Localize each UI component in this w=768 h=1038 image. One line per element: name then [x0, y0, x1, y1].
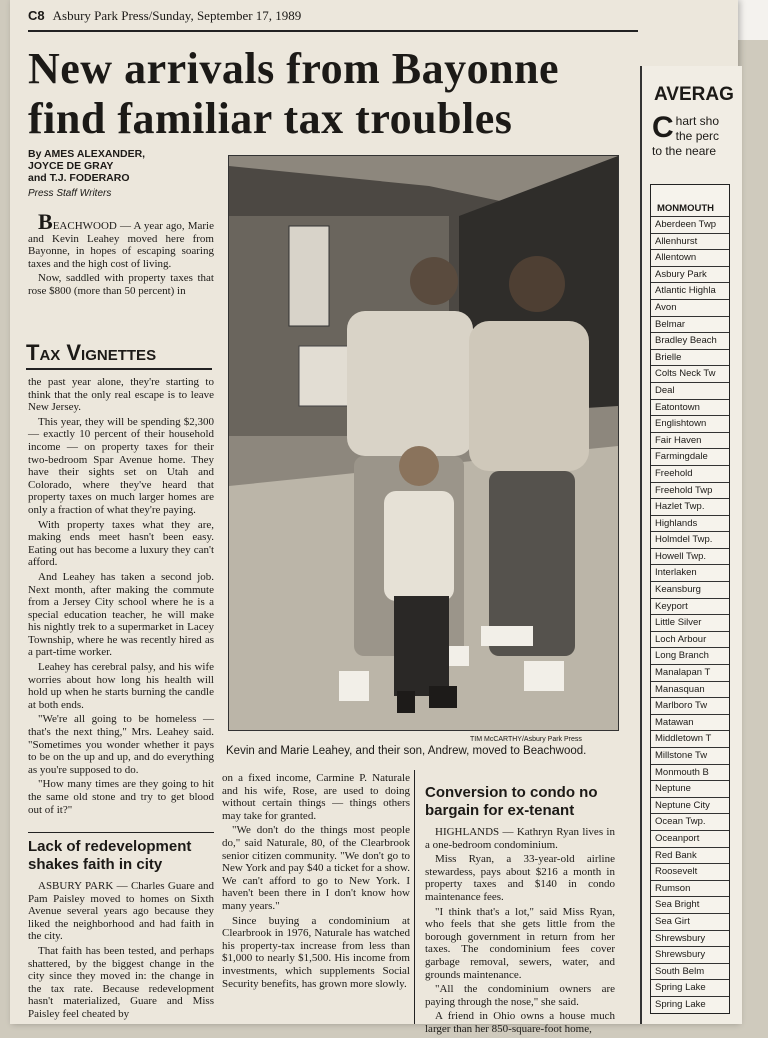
town-row: Ocean Twp.	[651, 813, 729, 830]
note-line: hart sho	[675, 114, 720, 128]
paragraph: the past year alone, they're starting to think that the only real escape is to leave New Jersey.	[28, 376, 214, 414]
town-row: Sea Girt	[651, 913, 729, 930]
town-row: Allenhurst	[651, 233, 729, 250]
note-initial: C	[652, 114, 674, 144]
dateline	[28, 8, 301, 24]
town-row: Roosevelt	[651, 863, 729, 880]
town-row: Loch Arbour	[651, 631, 729, 648]
town-row: Keyport	[651, 598, 729, 615]
town-row: Interlaken	[651, 564, 729, 581]
note-line: the perc	[675, 129, 720, 143]
subhead-condo: Conversion to condo no bargain for ex-tenant	[425, 784, 598, 819]
town-row: Millstone Tw	[651, 747, 729, 764]
paragraph: HIGHLANDS — Kathryn Ryan lives in a one-bedroom condominium.	[425, 826, 615, 851]
lead-paragraph: BEACHWOOD — A year ago, Marie and Kevin Leahey moved here from Bayonne, in hopes of escaping soaring taxes and the high cost of living.	[28, 209, 214, 270]
byline	[28, 148, 145, 184]
town-list	[651, 216, 729, 1013]
byline-line: and T.J. FODERARO	[28, 172, 130, 184]
page-number: C8	[28, 8, 45, 23]
paragraph: "I think that's a lot," said Miss Ryan, who feels that she gets little from the borough government in return from her taxes. The condominium fees cover garbage removal, sewers, water, and grounds maintenance.	[425, 905, 615, 981]
town-row: Rumson	[651, 880, 729, 897]
paragraph: This year, they will be spending $2,300 — exactly 10 percent of their household income — on property taxes for their two-bedroom Spar Avenue home. They have their sights set on Utah and Colorado, where they've heard that property taxes on much larger homes are only a fraction of what they're paying.	[28, 415, 214, 516]
town-row: Manalapan T	[651, 664, 729, 681]
sidebar-note	[652, 114, 740, 159]
town-row: Matawan	[651, 714, 729, 731]
paragraph: ASBURY PARK — Charles Guare and Pam Paisley moved to homes on Sixth Avenue several years ago because they liked the neighborhood and had faith in the city.	[28, 880, 214, 943]
paragraph: "All the condominium owners are paying through the nose," she said.	[425, 983, 615, 1008]
note-line: to the neare	[652, 144, 717, 158]
paragraph: With property taxes what they are, making ends meet hasn't been easy. Eating out has become a luxury they can't afford.	[28, 518, 214, 569]
town-row: Highlands	[651, 515, 729, 532]
town-row: Neptune	[651, 780, 729, 797]
tax-table	[650, 184, 730, 1014]
condo-story	[425, 826, 615, 1038]
town-row: Bradley Beach	[651, 332, 729, 349]
town-row: Little Silver	[651, 614, 729, 631]
town-row: Spring Lake	[651, 996, 729, 1013]
town-row: Holmdel Twp.	[651, 531, 729, 548]
paragraph: Miss Ryan, a 33-year-old airline stewardess, pays about $216 a month in property taxes and $140 in condo maintenance fees.	[425, 853, 615, 903]
town-row: Fair Haven	[651, 432, 729, 449]
column-1	[28, 376, 214, 818]
town-row: South Belm	[651, 963, 729, 980]
lead-paragraph: Now, saddled with property taxes that rose $800 (more than 50 percent) in	[28, 272, 214, 297]
town-row: Middletown T	[651, 730, 729, 747]
photo-caption: Kevin and Marie Leahey, and their son, Andrew, moved to Beachwood.	[226, 745, 587, 757]
byline-line: By AMES ALEXANDER,	[28, 148, 146, 160]
headline: New arrivals from Bayonne find familiar tax troubles	[28, 44, 560, 143]
section-label: Tax Vignettes	[26, 340, 212, 370]
town-row: Shrewsbury	[651, 946, 729, 963]
town-row: Englishtown	[651, 415, 729, 432]
photo-illustration	[229, 156, 618, 730]
town-row: Eatontown	[651, 399, 729, 416]
town-row: Belmar	[651, 316, 729, 333]
column-divider	[414, 770, 415, 1024]
town-row: Marlboro Tw	[651, 697, 729, 714]
family-photo	[228, 155, 619, 731]
section-rule	[28, 832, 214, 833]
byline-line: JOYCE DE GRAY	[28, 160, 114, 172]
town-row: Oceanport	[651, 830, 729, 847]
town-row: Neptune City	[651, 797, 729, 814]
town-row: Colts Neck Tw	[651, 365, 729, 382]
town-row: Spring Lake	[651, 979, 729, 996]
paragraph: That faith has been tested, and perhaps shattered, by the biggest change in the city since they moved in: the change in the tax rate. Because redevelopment hasn't materialized, Guare and Miss Paisley feel cheated by	[28, 944, 214, 1020]
lead-paragraphs	[28, 209, 214, 300]
column-2	[222, 772, 410, 992]
county-header: MONMOUTH	[657, 203, 714, 214]
paragraph: And Leahey has taken a second job. Next month, after making the commute from a Jersey City school where he is a special education teacher, he will make his nightly trek to a supermarket in Lacey Township, where he was recently hired as a part-time worker.	[28, 570, 214, 659]
town-row: Brielle	[651, 349, 729, 366]
town-row: Asbury Park	[651, 266, 729, 283]
town-row: Farmingdale	[651, 448, 729, 465]
town-row: Howell Twp.	[651, 548, 729, 565]
paragraph: "We don't do the things most people do," said Naturale, 80, of the Clearbrook senior citizen community. "We don't go to New York and pay $40 a ticket for a show. We can't afford to go to New York. I haven't been there in I don't know how many years."	[222, 824, 410, 912]
town-row: Red Bank	[651, 847, 729, 864]
paragraph: on a fixed income, Carmine P. Naturale and his wife, Rose, are used to doing without certain things — things others may take for granted.	[222, 772, 410, 822]
photo-credit: TIM McCARTHY/Asbury Park Press	[470, 736, 582, 743]
staff-credit: Press Staff Writers	[28, 188, 112, 199]
dateline-text: Asbury Park Press/Sunday, September 17, 1989	[52, 8, 302, 23]
paragraph: "We're all going to be homeless — that's the next thing," Mrs. Leahey said. "Sometimes you wonder whether it pays to be on the up and up, and do everything as you're supposed to do.	[28, 713, 214, 776]
town-row: Shrewsbury	[651, 930, 729, 947]
town-row: Keansburg	[651, 581, 729, 598]
town-row: Freehold Twp	[651, 482, 729, 499]
town-row: Allentown	[651, 249, 729, 266]
town-row: Aberdeen Twp	[651, 216, 729, 233]
town-row: Monmouth B	[651, 764, 729, 781]
paragraph: Leahey has cerebral palsy, and his wife worries about how long his health will hold up when he starts burning the candle at both ends.	[28, 661, 214, 711]
town-row: Hazlet Twp.	[651, 498, 729, 515]
town-row: Sea Bright	[651, 896, 729, 913]
redevelopment-story	[28, 880, 214, 1023]
paragraph: A friend in Ohio owns a house much larger than her 850-square-foot home,	[425, 1010, 615, 1035]
town-row: Manasquan	[651, 681, 729, 698]
town-row: Long Branch	[651, 647, 729, 664]
paragraph: Since buying a condominium at Clearbrook in 1976, Naturale has watched his property-tax increase from less than $1,000 to nearly $1,500. His income from investments, which supplements Social Security benefits, has grown more slowly.	[222, 914, 410, 990]
sidebar-title: AVERAG	[654, 84, 734, 105]
town-row: Avon	[651, 299, 729, 316]
town-row: Atlantic Highla	[651, 282, 729, 299]
subhead-redevelopment: Lack of redevelopment shakes faith in city	[28, 838, 192, 873]
paragraph: "How many times are they going to hit the same old stone and try to get blood out of it?"	[28, 778, 214, 816]
town-row: Deal	[651, 382, 729, 399]
town-row: Freehold	[651, 465, 729, 482]
top-rule	[28, 30, 638, 32]
